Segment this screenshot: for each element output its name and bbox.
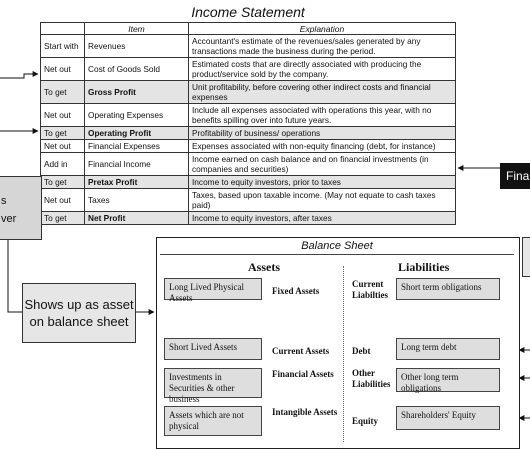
left-partial-box — [0, 176, 42, 240]
liability-box-other: Other long term obligations — [396, 368, 500, 392]
income-statement-row — [41, 35, 456, 58]
row-item: Net Profit — [85, 212, 189, 225]
left-box-line1: s — [1, 195, 7, 207]
income-statement-title: Income Statement — [191, 4, 305, 20]
balance-sheet-rule — [160, 254, 514, 255]
liability-label-current: Current Liabilties — [352, 279, 389, 300]
income-statement-row — [41, 58, 456, 81]
balance-sheet-divider — [343, 266, 344, 442]
row-action: Net out — [41, 58, 85, 81]
income-statement-row — [41, 104, 456, 127]
row-action: To get — [41, 176, 85, 189]
header-item: Item — [85, 23, 189, 35]
asset-label-intangible: Intangible Assets — [272, 407, 338, 417]
income-statement-row — [41, 212, 456, 225]
row-explanation: Income to equity investors, prior to taxes — [189, 176, 456, 189]
income-statement-header — [41, 23, 456, 35]
income-statement-row — [41, 189, 456, 212]
asset-label-current: Current Assets — [272, 346, 330, 356]
row-explanation: Expenses associated with non-equity financing (debt, for instance) — [189, 140, 456, 153]
asset-box-investments: Investments in Securities & other business — [164, 368, 262, 398]
asset-box-short-lived: Short Lived Assets — [164, 338, 262, 360]
row-item: Taxes — [85, 189, 189, 212]
shows-up-as-asset-box: Shows up as asset on balance sheet — [22, 283, 136, 343]
row-item: Financial Expenses — [85, 140, 189, 153]
arrow-to-cogs — [0, 74, 38, 78]
row-item: Operating Profit — [85, 127, 189, 140]
income-statement-row — [41, 176, 456, 189]
liability-label-equity: Equity — [352, 416, 379, 426]
row-item: Pretax Profit — [85, 176, 189, 189]
liabilities-header: Liabilities — [398, 260, 450, 274]
row-action: Net out — [41, 140, 85, 153]
income-statement-row — [41, 140, 456, 153]
row-action: Net out — [41, 189, 85, 212]
row-explanation: Profitability of business/ operations — [189, 127, 456, 140]
income-statement-table — [40, 22, 456, 225]
row-explanation: Estimated costs that are directly associated with producing the product/service sold by the company. — [189, 58, 456, 81]
row-action: To get — [41, 127, 85, 140]
liability-box-equity: Shareholders' Equity — [396, 406, 500, 430]
right-partial-box — [522, 237, 530, 277]
income-statement-row — [41, 81, 456, 104]
asset-label-financial: Financial Assets — [272, 369, 334, 379]
row-item: Operating Expenses — [85, 104, 189, 127]
row-item: Revenues — [85, 35, 189, 58]
row-item: Financial Income — [85, 153, 189, 176]
liability-label-other: Other Liabilities — [352, 368, 391, 389]
row-explanation: Unit profitability, before covering other indirect costs and financial expenses — [189, 81, 456, 104]
line-left-box-down — [8, 238, 22, 312]
row-explanation: Income to equity investors, after taxes — [189, 212, 456, 225]
liability-box-short-term: Short term obligations — [396, 278, 500, 300]
left-box-line2: ver — [1, 213, 17, 225]
header-action — [41, 23, 85, 35]
header-explanation: Explanation — [189, 23, 456, 35]
liability-box-long-term-debt: Long term debt — [396, 338, 500, 360]
asset-label-fixed: Fixed Assets — [272, 286, 320, 296]
row-item: Cost of Goods Sold — [85, 58, 189, 81]
assets-header: Assets — [248, 260, 280, 274]
row-explanation: Income earned on cash balance and on financial investments (in companies and securities) — [189, 153, 456, 176]
row-action: To get — [41, 212, 85, 225]
liability-label-debt: Debt — [352, 346, 371, 356]
row-action: Net out — [41, 104, 85, 127]
row-explanation: Taxes, based upon taxable income. (May not equate to cash taxes paid) — [189, 189, 456, 212]
row-item: Gross Profit — [85, 81, 189, 104]
asset-box-long-lived: Long Lived Physical Assets — [164, 278, 262, 300]
row-explanation: Include all expenses associated with operations this year, with no benefits spilling over into future years. — [189, 104, 456, 127]
income-statement-row — [41, 153, 456, 176]
row-action: Start with — [41, 35, 85, 58]
asset-box-intangible: Assets which are not physical — [164, 406, 262, 436]
row-action: To get — [41, 81, 85, 104]
row-action: Add in — [41, 153, 85, 176]
balance-sheet-title: Balance Sheet — [301, 240, 373, 252]
income-statement-row — [41, 127, 456, 140]
financing-box: Fina — [500, 163, 530, 189]
row-explanation: Accountant's estimate of the revenues/sales generated by any transactions made the business during the period. — [189, 35, 456, 58]
